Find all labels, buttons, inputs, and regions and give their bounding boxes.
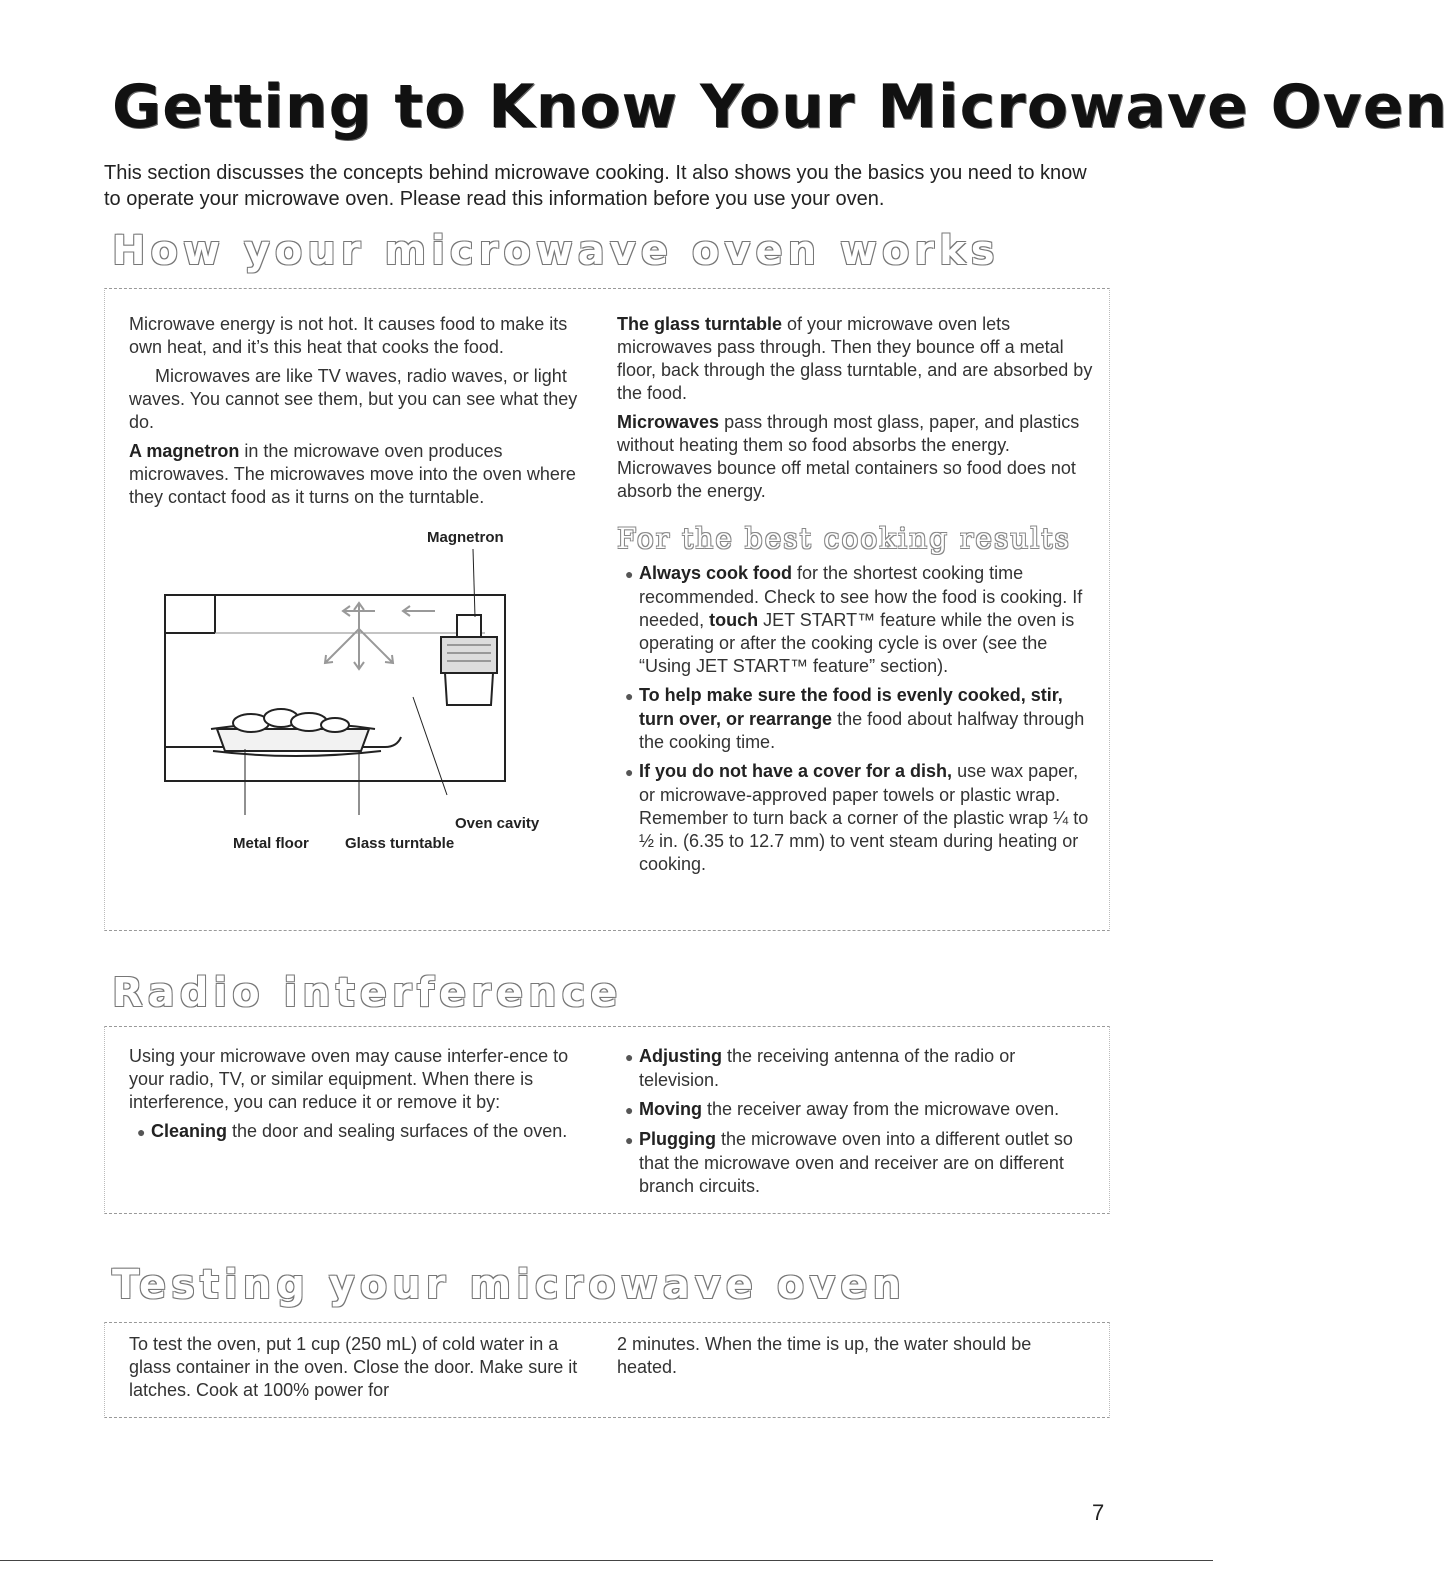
paragraph: 2 minutes. When the time is up, the water should be heated.: [617, 1334, 1032, 1377]
how-it-works-box: [104, 288, 1110, 931]
bullet-dot-icon: ●: [137, 1124, 146, 1140]
paragraph: Using your microwave oven may cause interfer-ence to your radio, TV, or similar equipment. When there is interference, you can reduce it or remove it by:: [129, 1046, 569, 1112]
bullet-item: [617, 1045, 1097, 1092]
text-run: JET START™ feature while the oven is operating or after the cooking cycle is over (see the “Using JET START™ feature” section).: [639, 610, 1075, 676]
label-oven-cavity: Oven cavity: [455, 815, 540, 832]
section-heading-testing: Testing your microwave oven: [112, 1262, 907, 1308]
bullet-dot-icon: ●: [625, 688, 634, 704]
text-run: the receiving antenna of the radio or television.: [639, 1046, 1016, 1090]
bold-term: Adjusting: [639, 1046, 722, 1066]
how-it-works-left-column: [129, 313, 579, 515]
bullet-item: [617, 684, 1093, 754]
testing-left-column: [129, 1333, 579, 1408]
microwave-diagram: [145, 529, 585, 859]
intro-paragraph: This section discusses the concepts behind microwave cooking. It also shows you the basics you need to know to operate your microwave oven. Please read this information before you use your oven.: [104, 162, 1087, 210]
testing-box: [104, 1322, 1110, 1418]
text-run: use wax paper, or microwave-approved paper towels or plastic wrap. Remember to turn back a corner of the plastic wrap ¼ to ½ in. (6.35 to 12.7 mm) to vent steam during heating or cooking.: [639, 761, 1089, 874]
bold-term: A magnetron: [129, 441, 240, 461]
text-run: the receiver away from the microwave oven.: [702, 1099, 1060, 1119]
bullet-item: [129, 1120, 579, 1144]
bold-term: Microwaves: [617, 412, 720, 432]
bullet-item: [617, 760, 1093, 876]
bold-term: touch: [709, 610, 759, 630]
bullet-dot-icon: ●: [625, 1132, 634, 1148]
text-run: the door and sealing surfaces of the oven.: [227, 1121, 568, 1141]
bullet-item: [617, 1128, 1097, 1198]
radio-right-column: [617, 1045, 1097, 1204]
how-it-works-right-column: [617, 313, 1093, 882]
paragraph: [617, 411, 1093, 503]
bullet-item: [617, 1098, 1097, 1122]
label-glass-turntable: Glass turntable: [345, 835, 455, 852]
paragraph: Microwaves are like TV waves, radio waves, or light waves. You cannot see them, but you can see what they do.: [129, 366, 578, 432]
microwave-diagram-illustration: [145, 529, 585, 859]
testing-right-column: [617, 1333, 1093, 1385]
bold-term: Moving: [639, 1099, 702, 1119]
bullet-dot-icon: ●: [625, 1102, 634, 1118]
footer-rule: [0, 1560, 1213, 1561]
radio-interference-box: [104, 1026, 1110, 1214]
paragraph: [617, 313, 1093, 405]
text-run: pass through most glass, paper, and plastics without heating them so food absorbs the energy. Microwaves bounce off metal containers so food does not absorb the energy.: [617, 412, 1080, 501]
page-number: 7: [1092, 1500, 1105, 1525]
label-metal-floor: Metal floor: [233, 835, 309, 852]
section-heading-radio-interference: Radio interference: [112, 970, 623, 1016]
paragraph: To test the oven, put 1 cup (250 mL) of cold water in a glass container in the oven. Close the door. Make sure it latches. Cook at 100% power for: [129, 1334, 578, 1400]
bold-term: Always cook food: [639, 563, 793, 583]
page-title: Getting to Know Your Microwave Oven: [112, 72, 1448, 142]
bold-term: The glass turntable: [617, 314, 783, 334]
bold-term: Cleaning: [151, 1121, 228, 1141]
bold-term: To help make sure the food is evenly cooked, stir, turn over, or rearrange: [639, 685, 1063, 729]
text-run: the food about halfway through the cooking time.: [639, 709, 1085, 752]
bold-term: Plugging: [639, 1129, 716, 1149]
subheading-best-results: For the best cooking results: [617, 522, 1071, 555]
bullet-item: [617, 562, 1093, 678]
bold-term: If you do not have a cover for a dish,: [639, 761, 953, 781]
radio-left-column: [129, 1045, 579, 1150]
bullet-dot-icon: ●: [625, 566, 634, 582]
text-run: in the microwave oven produces microwaves. The microwaves move into the oven where they contact food as it turns on the turntable.: [129, 441, 576, 507]
label-magnetron: Magnetron: [427, 529, 504, 546]
section-heading-how-it-works: How your microwave oven works: [112, 228, 1000, 274]
paragraph: Microwave energy is not hot. It causes food to make its own heat, and it’s this heat that cooks the food.: [129, 314, 568, 357]
text-run: the microwave oven into a different outlet so that the microwave oven and receiver are on different branch circuits.: [639, 1129, 1073, 1196]
bullet-dot-icon: ●: [625, 764, 634, 780]
text-run: of your microwave oven lets microwaves pass through. Then they bounce off a metal floor, back through the glass turntable, and are absorbed by the food.: [617, 314, 1093, 403]
bullet-dot-icon: ●: [625, 1049, 634, 1065]
text-run: for the shortest cooking time recommended. Check to see how the food is cooking. If needed,: [639, 563, 1083, 630]
paragraph: [129, 440, 579, 509]
